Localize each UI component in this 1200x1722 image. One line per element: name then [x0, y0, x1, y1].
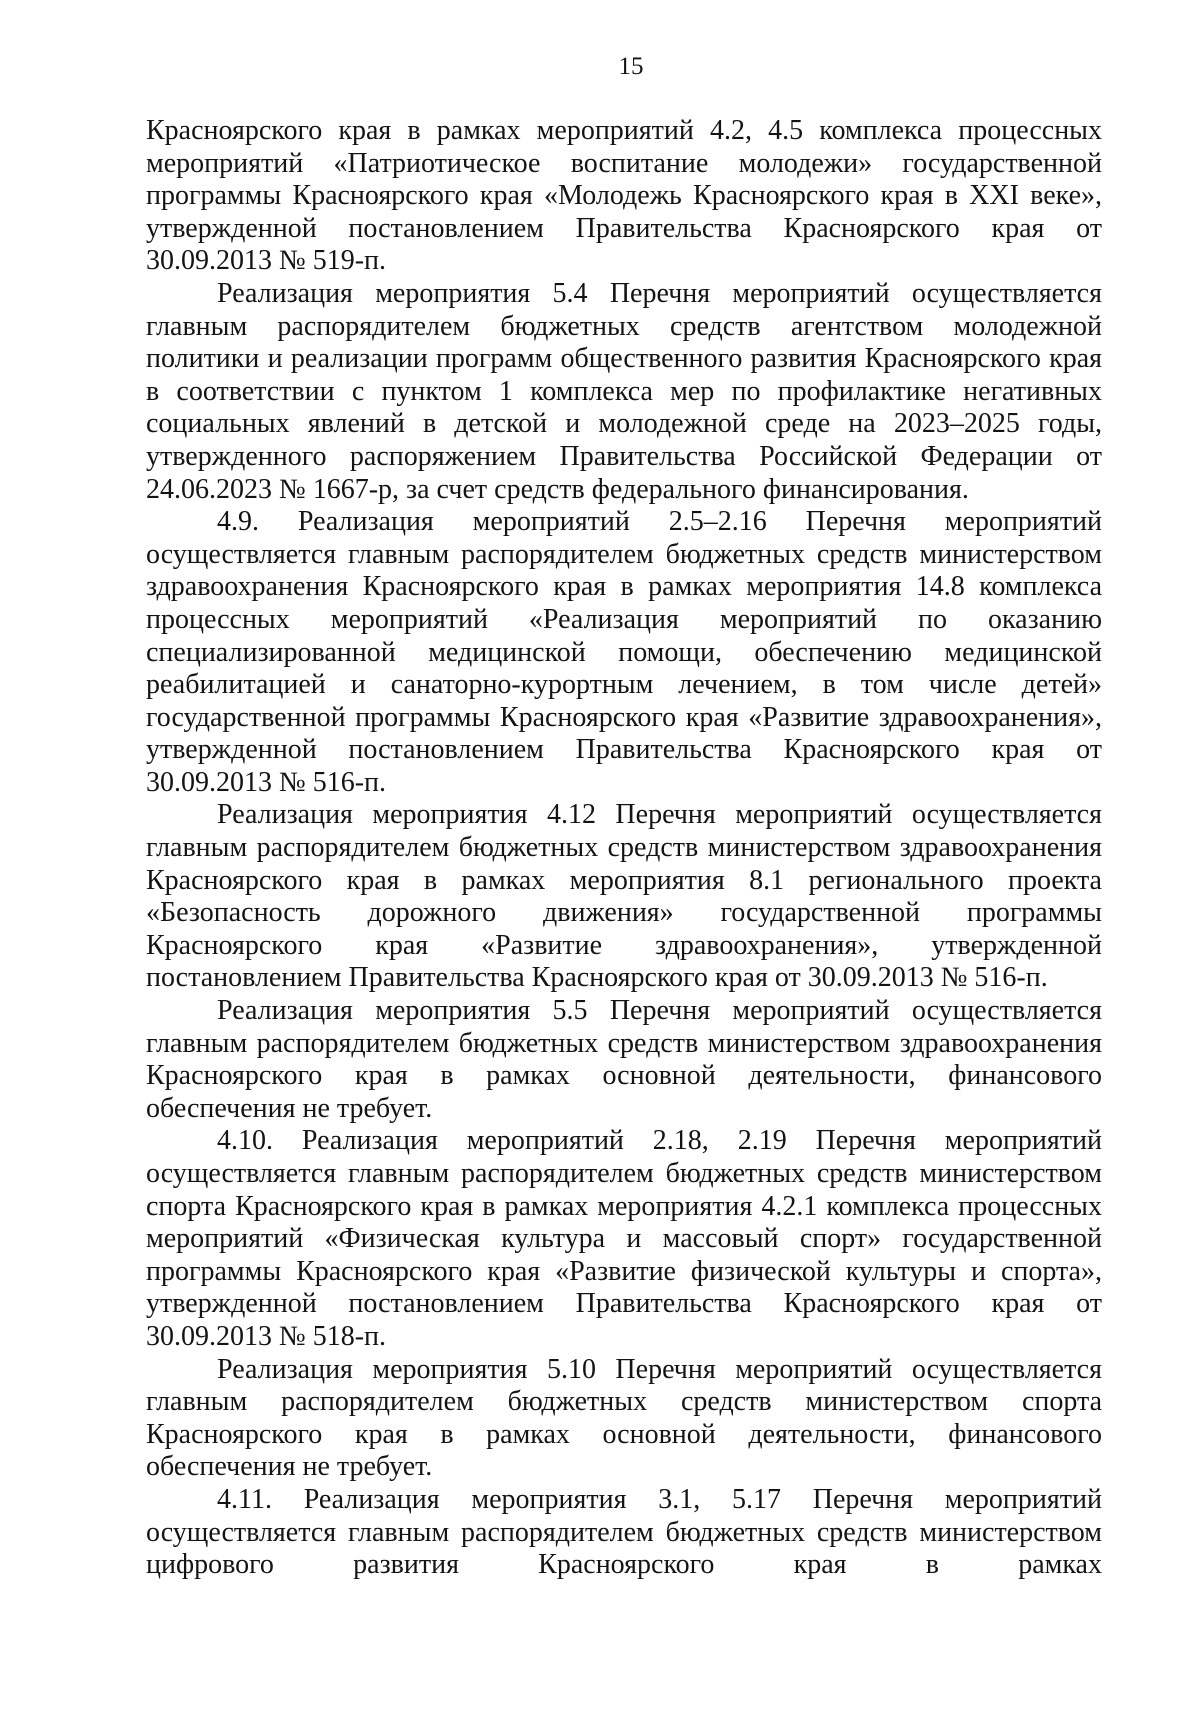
paragraph-measure-5-10: Реализация мероприятия 5.10 Перечня мероприятий осуществляется главным распорядителем бюджетных средств министерством спорта Красноярского края в рамках основной деятельности, финансового обеспечения не требует. — [146, 1353, 1102, 1483]
paragraph-measure-4-12: Реализация мероприятия 4.12 Перечня мероприятий осуществляется главным распорядителем бюджетных средств министерством здравоохранения Красноярского края в рамках мероприятия 8.1 регионального проекта «Безопасность дорожного движения» государственной программы Красноярского края «Развитие здравоохранения», утвержденной постановлением Правительства Красноярского края от 30.09.2013 № 516-п. — [146, 799, 1102, 994]
paragraph-clause-4-11: 4.11. Реализация мероприятия 3.1, 5.17 Перечня мероприятий осуществляется главным распорядителем бюджетных средств министерством цифрового развития Красноярского края в рамках — [146, 1483, 1102, 1581]
page-number: 15 — [618, 53, 644, 80]
document-body — [146, 115, 1102, 1582]
paragraph-continuation: Красноярского края в рамках мероприятий 4.2, 4.5 комплекса процессных мероприятий «Патриотическое воспитание молодежи» государственной программы Красноярского края «Молодежь Красноярского края в XXI веке», утвержденной постановлением Правительства Красноярского края от 30.09.2013 № 519-п. — [146, 115, 1102, 277]
paragraph-clause-4-9: 4.9. Реализация мероприятий 2.5–2.16 Перечня мероприятий осуществляется главным распорядителем бюджетных средств министерством здравоохранения Красноярского края в рамках мероприятия 14.8 комплекса процессных мероприятий «Реализация мероприятий по оказанию специализированной медицинской помощи, обеспечению медицинской реабилитацией и санаторно-курортным лечением, в том числе детей» государственной программы Красноярского края «Развитие здравоохранения», утвержденной постановлением Правительства Красноярского края от 30.09.2013 № 516-п. — [146, 506, 1102, 798]
paragraph-measure-5-4: Реализация мероприятия 5.4 Перечня мероприятий осуществляется главным распорядителем бюджетных средств агентством молодежной политики и реализации программ общественного развития Красноярского края в соответствии с пунктом 1 комплекса мер по профилактике негативных социальных явлений в детской и молодежной среде на 2023–2025 годы, утвержденного распоряжением Правительства Российской Федерации от 24.06.2023 № 1667-р, за счет средств федерального финансирования. — [146, 277, 1102, 505]
paragraph-clause-4-10: 4.10. Реализация мероприятий 2.18, 2.19 Перечня мероприятий осуществляется главным распорядителем бюджетных средств министерством спорта Красноярского края в рамках мероприятия 4.2.1 комплекса процессных мероприятий «Физическая культура и массовый спорт» государственной программы Красноярского края «Развитие физической культуры и спорта», утвержденной постановлением Правительства Красноярского края от 30.09.2013 № 518-п. — [146, 1125, 1102, 1352]
paragraph-measure-5-5: Реализация мероприятия 5.5 Перечня мероприятий осуществляется главным распорядителем бюджетных средств министерством здравоохранения Красноярского края в рамках основной деятельности, финансового обеспечения не требует. — [146, 995, 1102, 1124]
